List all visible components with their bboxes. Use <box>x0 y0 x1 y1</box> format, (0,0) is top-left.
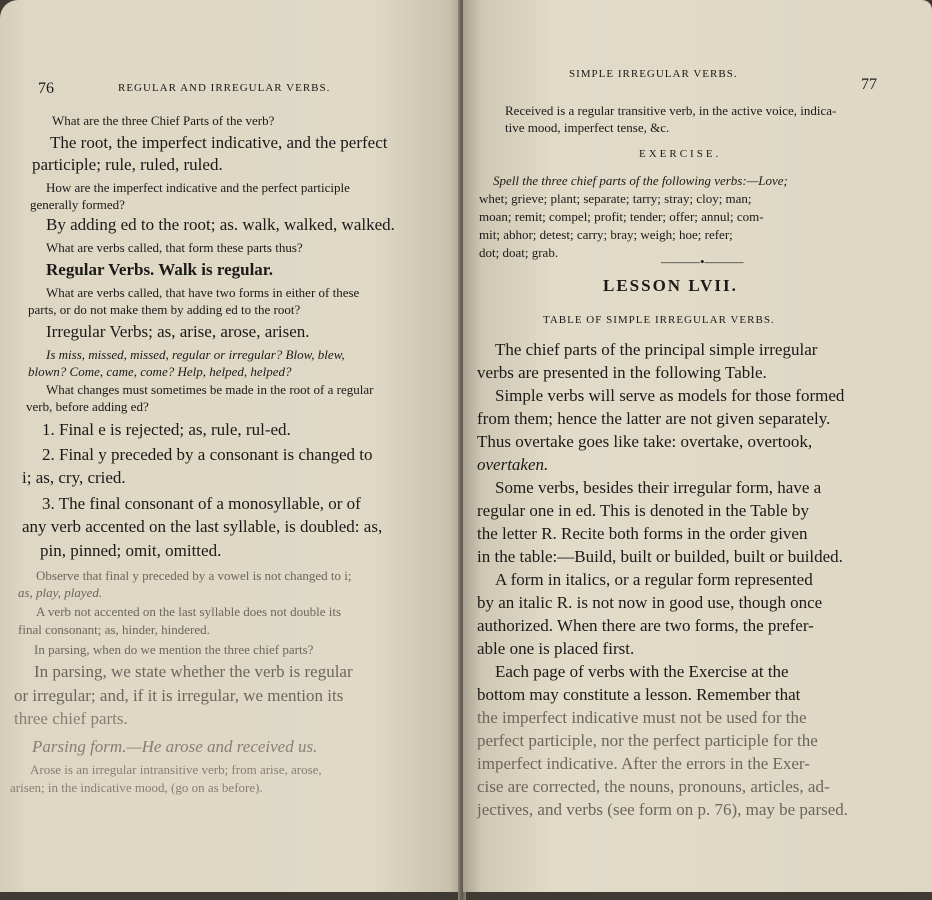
lesson-title: LESSON LVII. <box>603 276 738 295</box>
left-line: How are the imperfect indicative and the perfect participle <box>46 180 350 195</box>
right-intro-line: tive mood, imperfect tense, &c. <box>505 120 670 135</box>
exercise-line: mit; abhor; detest; carry; bray; weigh; hoe; refer; <box>479 227 733 242</box>
exercise-line: moan; remit; compel; profit; tender; offer; annul; com- <box>479 209 764 224</box>
left-line: verb, before adding ed? <box>26 399 149 414</box>
body-line: able one is placed first. <box>477 639 635 658</box>
left-line: blown? Come, came, come? Help, helped, helped? <box>28 364 292 379</box>
left-line: Is miss, missed, missed, regular or irregular? Blow, blew, <box>46 347 345 362</box>
body-line: imperfect indicative. After the errors in the Exer- <box>477 754 810 773</box>
table-heading: TABLE OF SIMPLE IRREGULAR VERBS. <box>543 314 775 326</box>
left-line: A verb not accented on the last syllable does not double its <box>36 604 342 619</box>
body-line: The chief parts of the principal simple irregular <box>495 340 818 359</box>
body-line: Some verbs, besides their irregular form, have a <box>495 478 822 497</box>
left-line: arisen; in the indicative mood, (go on as before). <box>10 780 263 795</box>
body-line: the letter R. Recite both forms in the order given <box>477 524 808 543</box>
left-page-number: 76 <box>38 80 54 97</box>
body-line: from them; hence the latter are not given separately. <box>477 409 831 428</box>
body-line: A form in italics, or a regular form represented <box>495 570 813 589</box>
left-line: Parsing form.—He arose and received us. <box>32 737 318 756</box>
body-line: Each page of verbs with the Exercise at the <box>495 662 789 681</box>
body-line: by an italic R. is not now in good use, though once <box>477 593 823 612</box>
body-line: perfect participle, nor the perfect participle for the <box>477 731 818 750</box>
left-line: as, play, played. <box>18 585 103 600</box>
left-line: final consonant; as, hinder, hindered. <box>18 622 210 637</box>
exercise-line: whet; grieve; plant; separate; tarry; stray; cloy; man; <box>479 191 752 206</box>
body-line: overtaken. <box>477 455 549 474</box>
body-line: jectives, and verbs (see form on p. 76), may be parsed. <box>477 800 849 819</box>
right-page-number: 77 <box>861 76 877 93</box>
body-line: cise are corrected, the nouns, pronouns, articles, ad- <box>477 777 830 796</box>
left-line: Irregular Verbs; as, arise, arose, arisen. <box>46 322 310 341</box>
exercise-line: Spell the three chief parts of the following verbs:—Love; <box>493 173 788 188</box>
left-line: i; as, cry, cried. <box>22 468 126 487</box>
ornament-divider: ———•——— <box>661 254 744 269</box>
left-line: Regular Verbs. Walk is regular. <box>46 260 274 279</box>
body-line: Simple verbs will serve as models for those formed <box>495 386 845 405</box>
left-line: pin, pinned; omit, omitted. <box>40 541 222 560</box>
left-running-head: REGULAR AND IRREGULAR VERBS. <box>118 82 331 94</box>
left-line: In parsing, we state whether the verb is regular <box>34 662 353 681</box>
left-line: Arose is an irregular intransitive verb; from arise, arose, <box>30 762 322 777</box>
left-line: Observe that final y preceded by a vowel is not changed to i; <box>36 568 352 583</box>
left-line: What changes must sometimes be made in the root of a regular <box>46 382 374 397</box>
exercise-heading: EXERCISE. <box>639 148 722 160</box>
left-line: participle; rule, ruled, ruled. <box>32 155 223 174</box>
body-line: bottom may constitute a lesson. Remember that <box>477 685 801 704</box>
right-running-head: SIMPLE IRREGULAR VERBS. <box>569 68 738 80</box>
left-line: What are verbs called, that form these parts thus? <box>46 240 303 255</box>
right-intro-line: Received is a regular transitive verb, in the active voice, indica- <box>505 103 837 118</box>
body-line: in the table:—Build, built or builded, built or builded. <box>477 547 843 566</box>
body-line: authorized. When there are two forms, the prefer- <box>477 616 814 635</box>
left-line: three chief parts. <box>14 709 128 728</box>
exercise-line: dot; doat; grab. <box>479 245 559 260</box>
left-line: 1. Final e is rejected; as, rule, rul-ed. <box>42 420 291 439</box>
left-line: The root, the imperfect indicative, and the perfect <box>50 133 388 152</box>
left-line: 3. The final consonant of a monosyllable, or of <box>42 494 361 513</box>
left-line: What are the three Chief Parts of the verb? <box>52 113 275 128</box>
left-line: In parsing, when do we mention the three chief parts? <box>34 642 314 657</box>
left-page <box>0 0 462 892</box>
left-line: By adding ed to the root; as. walk, walked, walked. <box>46 215 395 234</box>
left-line: generally formed? <box>30 197 125 212</box>
body-line: verbs are presented in the following Table. <box>477 363 767 382</box>
left-line: parts, or do not make them by adding ed to the root? <box>28 302 301 317</box>
body-line: the imperfect indicative must not be used for the <box>477 708 807 727</box>
right-page <box>463 0 932 892</box>
body-line: Thus overtake goes like take: overtake, overtook, <box>477 432 813 451</box>
left-line: or irregular; and, if it is irregular, we mention its <box>14 686 344 705</box>
left-line: 2. Final y preceded by a consonant is changed to <box>42 445 373 464</box>
body-line: regular one in ed. This is denoted in the Table by <box>477 501 809 520</box>
left-line: any verb accented on the last syllable, is doubled: as, <box>22 517 383 536</box>
left-line: What are verbs called, that have two forms in either of these <box>46 285 360 300</box>
